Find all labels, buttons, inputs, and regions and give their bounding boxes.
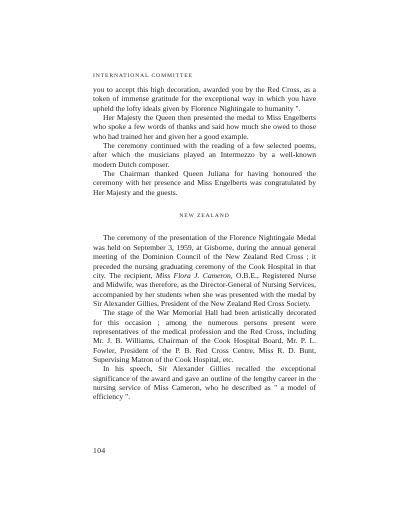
paragraph-ceremony-poems: The ceremony continued with the reading of a few selected poems, after which the musicians played an Intermezzo by a well-known modern Dutch composer.	[93, 141, 316, 169]
paragraph-speech: In his speech, Sir Alexander Gillies recalled the exceptional significance of the award and gave an outline of the lengthy career in the nursing service of Miss Cameron, who he described as " a model of efficiency ".	[93, 364, 316, 402]
nz-text-before-name: The ceremony of the presentation of the Florence Nightingale Medal was held on September 3, 1959, at Gisborne, during the annual general meeting of the Dominion Council of the New Zealand Red Cross ; it preceded the nursing graduating ceremony of the Cook Hospital in that city. The recipient,	[93, 233, 316, 280]
paragraph-continuation: you to accept this high decoration, awarded you by the Red Cross, as a token of immense gratitude for the exceptional way in which you have upheld the lofty ideals given by Florence Nightingale to humanity ".	[93, 85, 316, 113]
paragraph-hall-decoration: The stage of the War Memorial Hall had been artistically decorated for this occasion ; among the numerous persons present were representatives of the medical profession and the Red Cross, including Mr. J. B. Williams, Chairman of the Cook Hospital Board, Mr. P. L. Fowler, President of the P. B. Red Cross Centre, Miss R. D. Bunt, Supervising Matron of the Cook Hospital, etc.	[93, 308, 316, 364]
nz-text-after-name: O.B.E., Registered Nurse and Midwife, was therefore, as the Director-General of Nursing Services, accompanied by her students when she was presented with the medal by Sir Alexander Gillies, President of the New Zealand Red Cross Society.	[93, 270, 316, 308]
paragraph-chairman-thanks: The Chairman thanked Queen Juliana for having honoured the ceremony with her presence and Miss Engelberts was congratulated by Her Majesty and the guests.	[93, 169, 316, 197]
paragraph-nz-ceremony	[93, 233, 316, 308]
recipient-name: Miss Flora J. Cameron,	[155, 270, 233, 280]
page-number: 104	[93, 446, 106, 455]
paragraph-queen-presentation: Her Majesty the Queen then presented the medal to Miss Engelberts who spoke a few words of thanks and said how much she owed to those who had trained her and given her a good example.	[93, 113, 316, 141]
running-head: INTERNATIONAL COMMITTEE	[93, 73, 193, 79]
body-text	[93, 85, 316, 402]
section-heading: NEW ZEALAND	[179, 213, 230, 220]
